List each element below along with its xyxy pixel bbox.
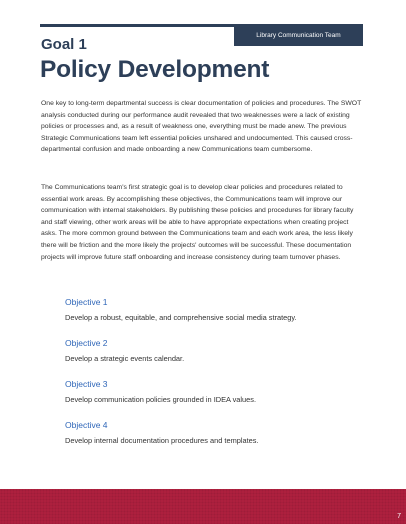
objective-title: Objective 4 [65, 420, 108, 430]
goal-paragraph: The Communications team's first strategic goal is to develop clear policies and procedures related to essential work areas. By accomplishing these objectives, the Communications team will improve our communication with internal stakeholders. By publishing these policies and procedures for library faculty and staff viewing, other work areas will be able to have appropriate expectations when creating project asks. The more common ground between the Communications team and each work area, the less likely there will be friction and the more likely the projects' outcomes will be successful. These documentation projects will improve future staff onboarding and increase consistency during team turnover phases. [41, 184, 354, 261]
objective-text: Develop internal documentation procedures and templates. [65, 436, 259, 445]
page-number: 7 [397, 513, 401, 520]
objective-item [65, 379, 365, 420]
objective-item [65, 338, 365, 379]
objective-item [65, 420, 365, 461]
objective-title: Objective 2 [65, 338, 108, 348]
objective-text: Develop a strategic events calendar. [65, 354, 185, 363]
objective-text: Develop communication policies grounded in IDEA values. [65, 395, 257, 404]
objective-title: Objective 3 [65, 379, 108, 389]
goal-label: Goal 1 [41, 36, 87, 53]
footer-band [0, 489, 406, 524]
objectives-list [65, 297, 365, 461]
objective-item [65, 297, 365, 338]
team-label-tab: Library Communication Team [234, 26, 363, 46]
page-title: Policy Development [40, 56, 270, 83]
objective-title: Objective 1 [65, 297, 108, 307]
intro-paragraph: One key to long-term departmental success is clear documentation of policies and procedures. The SWOT analysis conducted during our performance audit revealed that two weaknesses were a lack of existing policies or processes and, as a result of weakness one, everything must be made anew. The previous Strategic Communications team left essential policies unshared and undocumented. This caused cross-departmental confusion and made onboarding a new Communications team cumbersome. [41, 100, 362, 154]
objective-text: Develop a robust, equitable, and comprehensive social media strategy. [65, 313, 297, 322]
